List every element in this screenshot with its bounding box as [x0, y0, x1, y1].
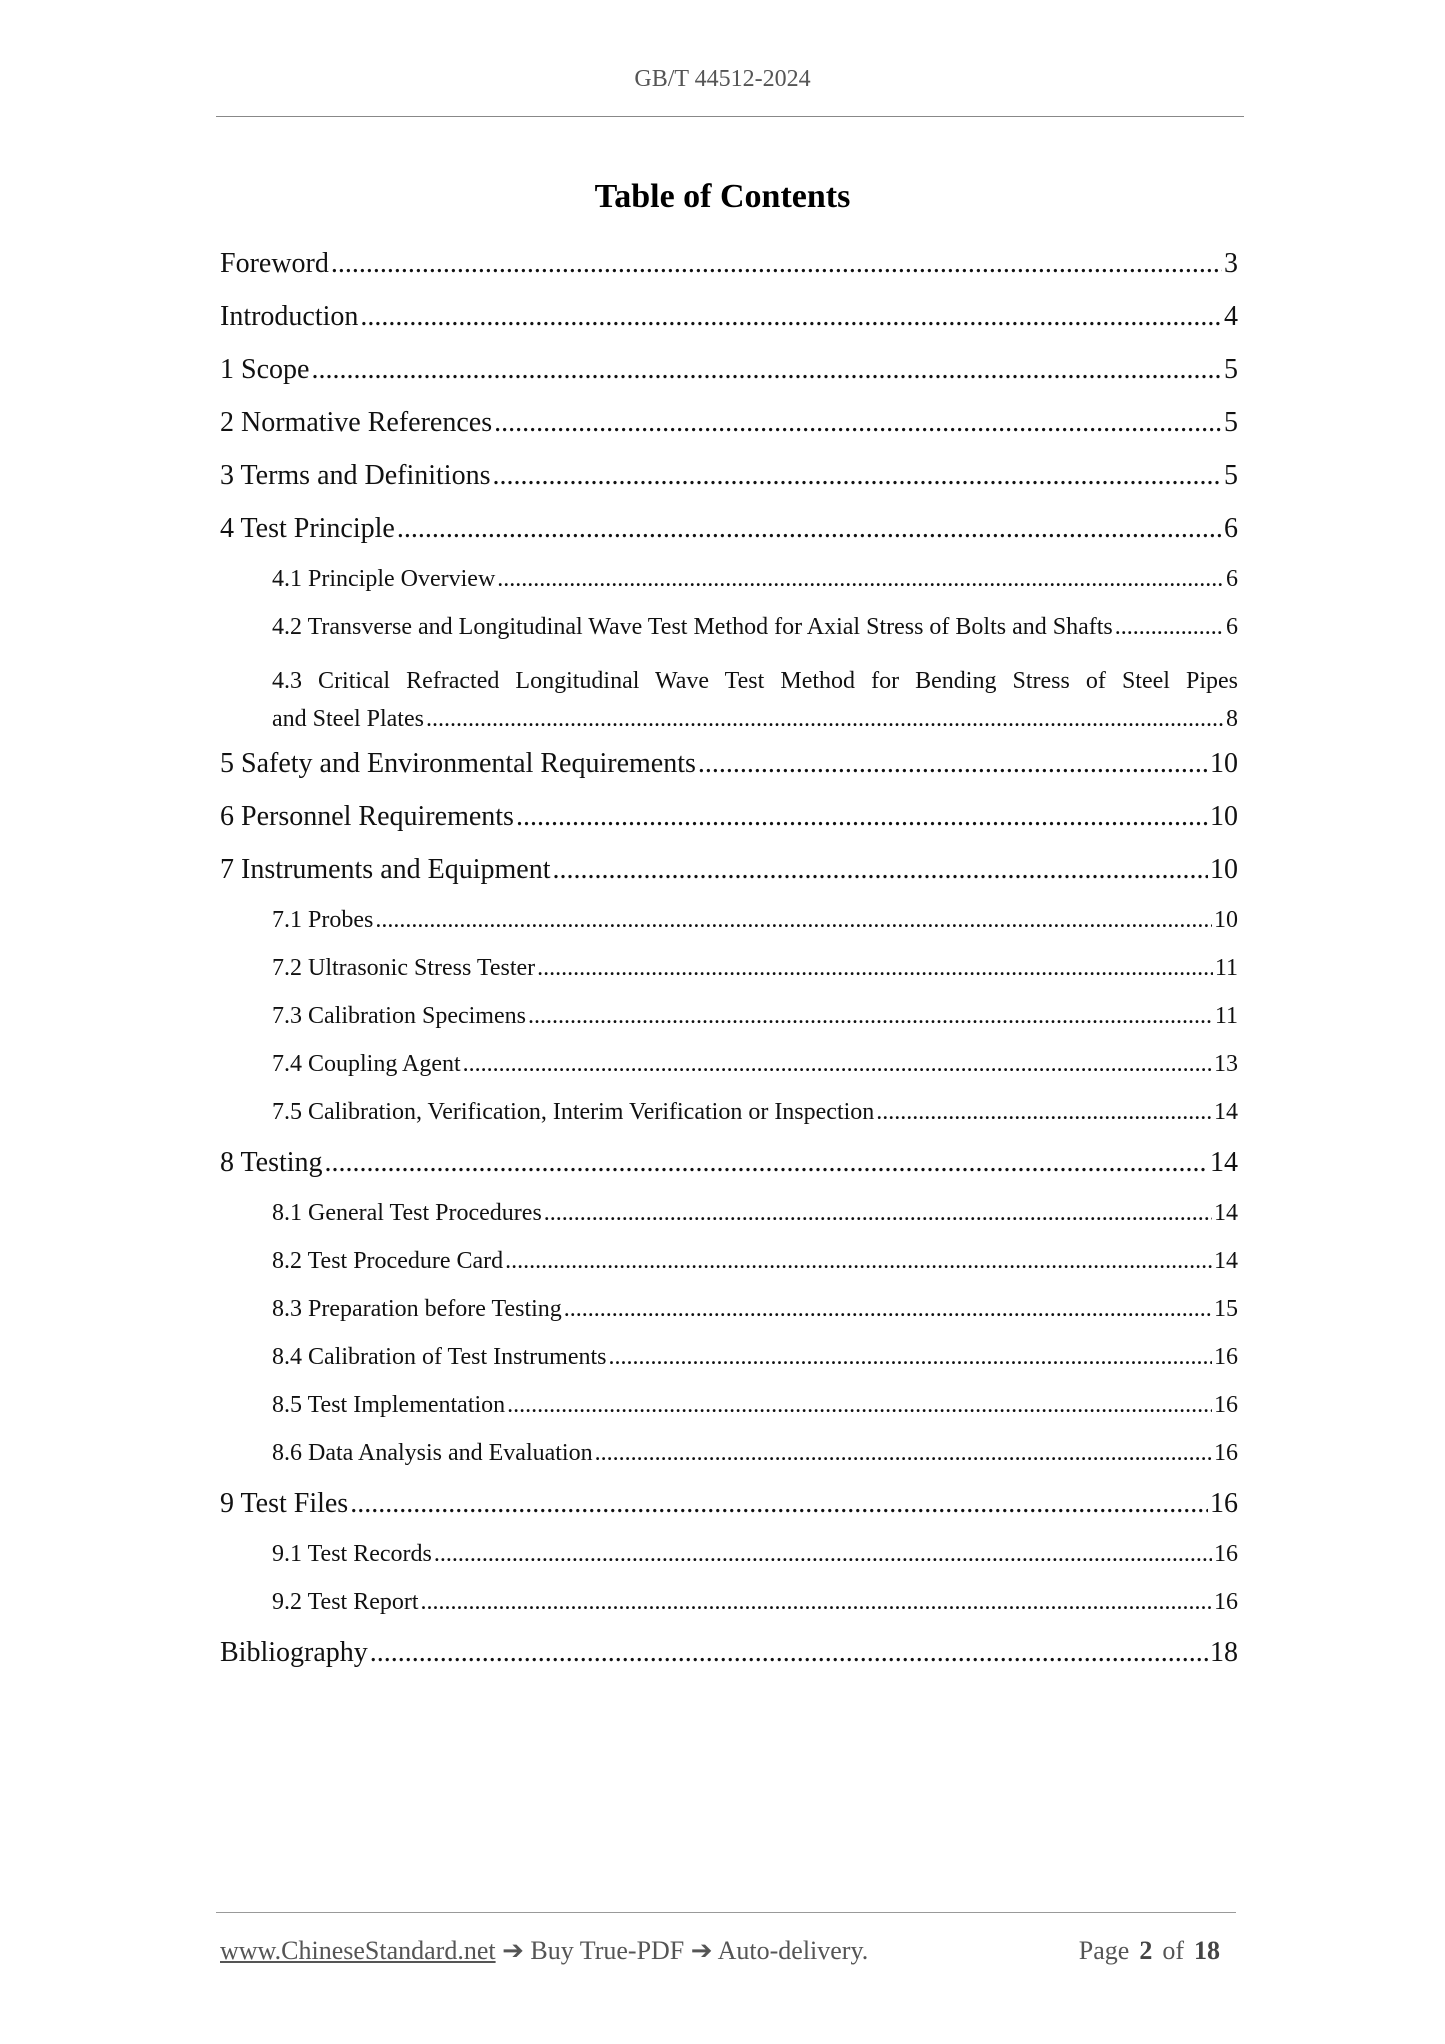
toc-page-number: 18	[1210, 1637, 1238, 1668]
table-of-contents	[220, 248, 1238, 1690]
toc-page-number: 10	[1210, 748, 1238, 779]
toc-leader	[1115, 614, 1224, 641]
toc-entry-safety-environment[interactable]	[220, 748, 1238, 801]
toc-page-number: 13	[1214, 1051, 1238, 1077]
toc-entry-scope[interactable]	[220, 354, 1238, 407]
toc-label: 7.3 Calibration Specimens	[272, 1003, 526, 1029]
toc-label: 6 Personnel Requirements	[220, 801, 514, 832]
toc-entry-9-2[interactable]	[220, 1589, 1238, 1637]
toc-label: 9 Test Files	[220, 1488, 349, 1519]
toc-entry-4-2[interactable]	[220, 614, 1238, 662]
toc-page-number: 11	[1214, 955, 1238, 981]
toc-entry-9-1[interactable]	[220, 1541, 1238, 1589]
toc-leader	[494, 407, 1222, 439]
toc-page-number: 16	[1214, 1589, 1238, 1615]
toc-label: 7.4 Coupling Agent	[272, 1051, 461, 1077]
toc-entry-normative-references[interactable]	[220, 407, 1238, 460]
toc-leader	[463, 1051, 1212, 1078]
toc-page-number: 16	[1210, 1488, 1238, 1519]
toc-leader	[311, 354, 1222, 386]
toc-label: 7.2 Ultrasonic Stress Tester	[272, 955, 536, 981]
toc-entry-instruments[interactable]	[220, 854, 1238, 907]
page-word: Page	[1078, 1936, 1130, 1965]
toc-label: 8.6 Data Analysis and Evaluation	[272, 1440, 593, 1466]
toc-page-number: 5	[1224, 354, 1238, 385]
toc-page-number: 11	[1214, 1003, 1238, 1029]
toc-entry-8-6[interactable]	[220, 1440, 1238, 1488]
toc-page-number: 10	[1210, 854, 1238, 885]
toc-page-number: 16	[1214, 1440, 1238, 1466]
toc-leader	[370, 1637, 1208, 1669]
of-word: of	[1162, 1936, 1184, 1965]
toc-leader	[360, 301, 1222, 333]
toc-leader	[564, 1296, 1212, 1323]
toc-entry-4-1[interactable]	[220, 566, 1238, 614]
toc-leader	[505, 1248, 1212, 1275]
toc-entry-test-files[interactable]	[220, 1488, 1238, 1541]
toc-leader	[325, 1147, 1208, 1179]
toc-leader	[350, 1488, 1208, 1520]
toc-page-number: 14	[1214, 1099, 1238, 1125]
toc-label: 7 Instruments and Equipment	[220, 854, 551, 885]
toc-label: 8.4 Calibration of Test Instruments	[272, 1344, 607, 1370]
toc-label: 9.1 Test Records	[272, 1541, 432, 1567]
toc-entry-introduction[interactable]	[220, 301, 1238, 354]
toc-entry-4-3[interactable]	[220, 662, 1238, 748]
toc-label: 7.1 Probes	[272, 907, 374, 933]
toc-label: 2 Normative References	[220, 407, 493, 438]
toc-leader	[537, 955, 1213, 982]
website-link[interactable]: www.ChineseStandard.net	[220, 1936, 496, 1965]
footer-promo	[220, 1936, 868, 1966]
toc-page-number: 8	[1226, 706, 1238, 732]
toc-page-number: 3	[1224, 248, 1238, 279]
toc-page-number: 4	[1224, 301, 1238, 332]
toc-entry-personnel[interactable]	[220, 801, 1238, 854]
toc-entry-7-1[interactable]	[220, 907, 1238, 955]
toc-entry-8-2[interactable]	[220, 1248, 1238, 1296]
toc-label: 9.2 Test Report	[272, 1589, 419, 1615]
toc-leader	[421, 1589, 1212, 1616]
toc-leader	[434, 1541, 1212, 1568]
current-page-number: 2	[1139, 1936, 1153, 1965]
toc-entry-8-5[interactable]	[220, 1392, 1238, 1440]
page-title: Table of Contents	[594, 178, 851, 215]
toc-label: 7.5 Calibration, Verification, Interim Verification or Inspection	[272, 1099, 875, 1125]
toc-label: Bibliography	[220, 1637, 368, 1668]
toc-entry-bibliography[interactable]	[220, 1637, 1238, 1690]
toc-entry-7-5[interactable]	[220, 1099, 1238, 1147]
toc-label: 3 Terms and Definitions	[220, 460, 491, 491]
toc-leader	[507, 1392, 1212, 1419]
toc-leader	[544, 1200, 1212, 1227]
toc-entry-8-1[interactable]	[220, 1200, 1238, 1248]
toc-label: 8.1 General Test Procedures	[272, 1200, 542, 1226]
header-divider	[216, 116, 1244, 117]
page-indicator	[1079, 1936, 1230, 1966]
toc-entry-testing[interactable]	[220, 1147, 1238, 1200]
toc-page-number: 5	[1224, 460, 1238, 491]
toc-page-number: 14	[1214, 1248, 1238, 1274]
toc-label: 8.3 Preparation before Testing	[272, 1296, 562, 1322]
toc-entry-8-3[interactable]	[220, 1296, 1238, 1344]
toc-leader	[553, 854, 1208, 886]
toc-label: 4.1 Principle Overview	[272, 566, 496, 592]
toc-leader	[876, 1099, 1212, 1126]
toc-entry-7-3[interactable]	[220, 1003, 1238, 1051]
toc-label: Introduction	[220, 301, 359, 332]
toc-page-number: 15	[1214, 1296, 1238, 1322]
toc-page-number: 5	[1224, 407, 1238, 438]
total-pages: 18	[1194, 1936, 1220, 1965]
toc-label: 8 Testing	[220, 1147, 323, 1178]
toc-label: 4.2 Transverse and Longitudinal Wave Test Method for Axial Stress of Bolts and Shafts	[272, 614, 1113, 640]
toc-leader	[516, 801, 1208, 833]
footer-divider	[216, 1912, 1236, 1913]
toc-label: 5 Safety and Environmental Requirements	[220, 748, 696, 779]
toc-entry-terms-definitions[interactable]	[220, 460, 1238, 513]
toc-leader	[595, 1440, 1212, 1467]
toc-label: Foreword	[220, 248, 329, 279]
toc-page-number: 10	[1214, 907, 1238, 933]
toc-leader	[426, 700, 1224, 738]
toc-leader	[492, 460, 1222, 492]
toc-label: 4 Test Principle	[220, 513, 395, 544]
toc-page-number: 6	[1226, 614, 1238, 640]
document-code-header: GB/T 44512-2024	[634, 66, 811, 92]
toc-leader	[609, 1344, 1213, 1371]
toc-page-number: 6	[1226, 566, 1238, 592]
toc-entry-7-2[interactable]	[220, 955, 1238, 1003]
toc-page-number: 16	[1214, 1344, 1238, 1370]
toc-leader	[528, 1003, 1213, 1030]
toc-label: 1 Scope	[220, 354, 310, 385]
toc-entry-7-4[interactable]	[220, 1051, 1238, 1099]
toc-leader	[397, 513, 1222, 545]
toc-leader	[698, 748, 1208, 780]
toc-leader	[331, 248, 1222, 280]
footer-tagline: ➔ Buy True-PDF ➔ Auto-delivery.	[495, 1936, 869, 1965]
toc-label: 8.5 Test Implementation	[272, 1392, 506, 1418]
toc-label-continued: and Steel Plates	[272, 706, 424, 732]
toc-page-number: 6	[1224, 513, 1238, 544]
toc-entry-foreword[interactable]	[220, 248, 1238, 301]
toc-page-number: 10	[1210, 801, 1238, 832]
toc-page-number: 16	[1214, 1541, 1238, 1567]
toc-page-number: 14	[1214, 1200, 1238, 1226]
toc-page-number: 16	[1214, 1392, 1238, 1418]
toc-leader	[497, 566, 1224, 593]
toc-label: 4.3 Critical Refracted Longitudinal Wave Test Method for Bending Stress of Steel Pipes	[272, 668, 1238, 694]
toc-leader	[375, 907, 1212, 934]
toc-page-number: 14	[1210, 1147, 1238, 1178]
toc-entry-test-principle[interactable]	[220, 513, 1238, 566]
toc-entry-8-4[interactable]	[220, 1344, 1238, 1392]
toc-label: 8.2 Test Procedure Card	[272, 1248, 504, 1274]
